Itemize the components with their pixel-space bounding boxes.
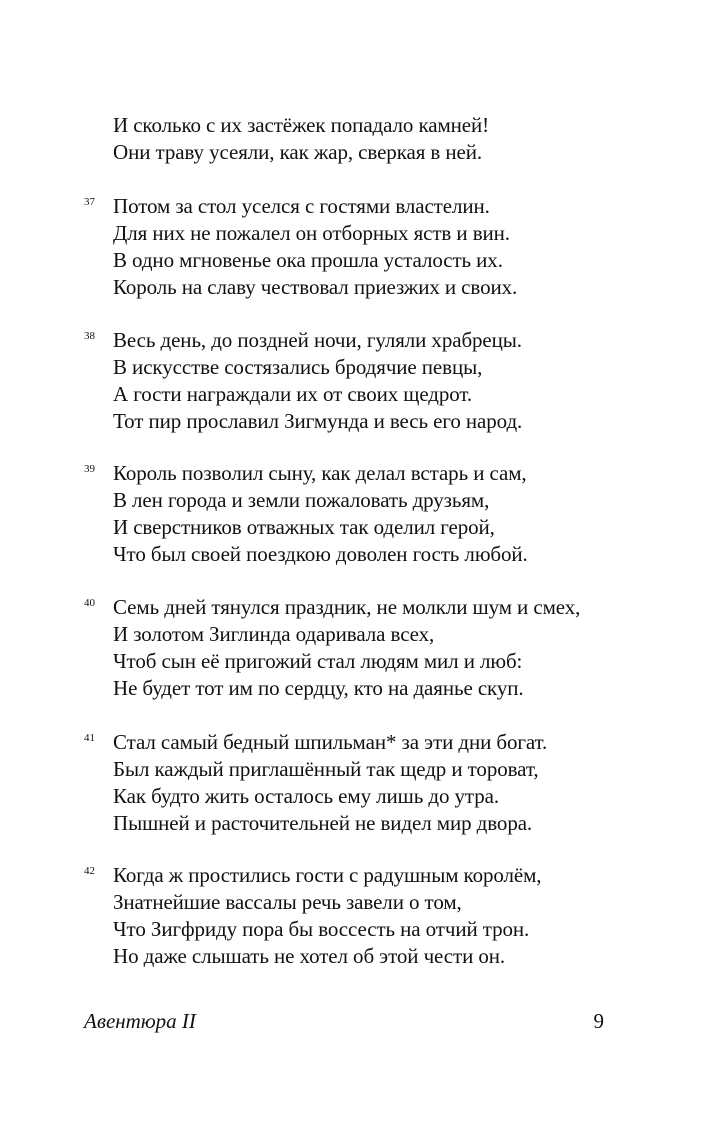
verse-line: Знатнейшие вассалы речь завели о том, (113, 890, 462, 914)
verse-line: Не будет тот им по сердцу, кто на даянье скуп. (113, 676, 524, 700)
stanza-lines (113, 112, 489, 166)
stanza-number: 38 (84, 330, 95, 342)
verse-line: Как будто жить осталось ему лишь до утра. (113, 784, 499, 808)
verse-line: Что был своей поездкою доволен гость любой. (113, 542, 528, 566)
verse-line: Чтоб сын её пригожий стал людям мил и люб: (113, 649, 523, 673)
verse-line: Стал самый бедный шпильман* за эти дни богат. (113, 730, 548, 754)
stanza-lines (113, 460, 528, 568)
verse-line: В искусстве состязались бродячие певцы, (113, 355, 483, 379)
verse-line: Когда ж простились гости с радушным королём, (113, 863, 542, 887)
verse-line: И сверстников отважных так оделил герой, (113, 515, 495, 539)
page-number: 9 (593, 1009, 604, 1033)
verse-line: Потом за стол уселся с гостями властелин. (113, 194, 490, 218)
page-footer (84, 1008, 604, 1034)
stanza-number: 37 (84, 196, 95, 208)
stanza-lines (113, 729, 547, 837)
verse-line: Семь дней тянулся праздник, не молкли шум и смех, (113, 595, 581, 619)
verse-line: Весь день, до поздней ночи, гуляли храбрецы. (113, 328, 522, 352)
verse-line: В одно мгновенье ока прошла усталость их. (113, 248, 503, 272)
stanza-number: 39 (84, 463, 95, 475)
verse-line: Но даже слышать не хотел об этой чести он. (113, 944, 506, 968)
running-title: Авентюра II (84, 1009, 196, 1033)
verse-line: Пышней и расточительней не видел мир двора. (113, 811, 533, 835)
verse-line: Что Зигфриду пора бы воссесть на отчий трон. (113, 917, 530, 941)
verse-line: Король позволил сыну, как делал встарь и сам, (113, 461, 527, 485)
stanza-number: 42 (84, 865, 95, 877)
verse-line: Тот пир прославил Зигмунда и весь его народ. (113, 409, 523, 433)
verse-line: В лен города и земли пожаловать друзьям, (113, 488, 490, 512)
stanza-lines (113, 594, 580, 702)
stanza-lines (113, 193, 517, 301)
verse-line: Был каждый приглашённый так щедр и тороват, (113, 757, 539, 781)
verse-line: Для них не пожалел он отборных яств и вин. (113, 221, 510, 245)
stanza-lines (113, 862, 541, 970)
stanza-number: 41 (84, 732, 95, 744)
verse-line: Король на славу чествовал приезжих и своих. (113, 275, 518, 299)
stanza-number: 40 (84, 597, 95, 609)
verse-line: А гости награждали их от своих щедрот. (113, 382, 473, 406)
verse-line: И золотом Зиглинда одаривала всех, (113, 622, 435, 646)
verse-line: Они траву усеяли, как жар, сверкая в ней. (113, 140, 483, 164)
stanza-lines (113, 327, 522, 435)
verse-line: И сколько с их застёжек попадало камней! (113, 113, 490, 137)
